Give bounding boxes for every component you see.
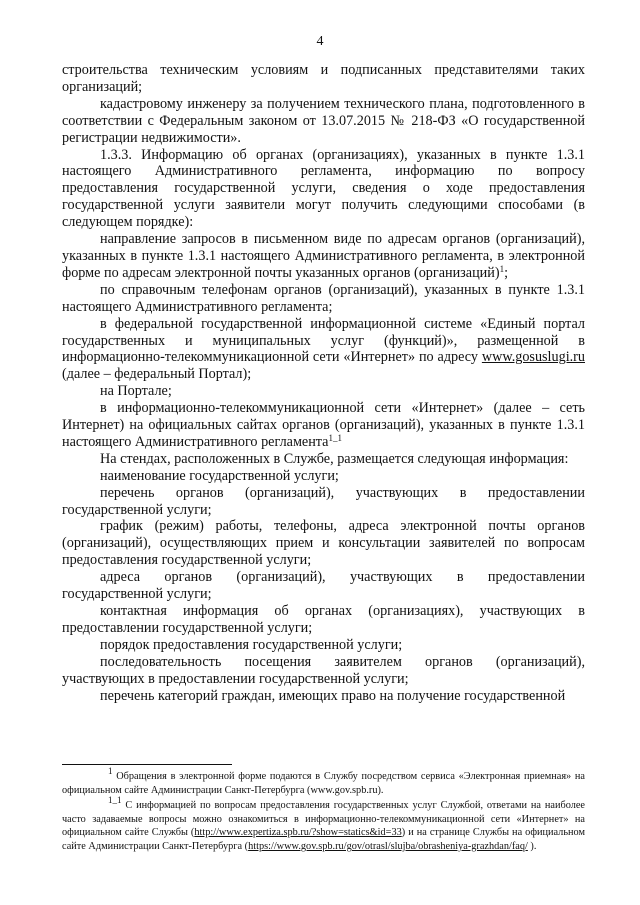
paragraph: порядок предоставления государственной услуги; xyxy=(100,636,403,653)
footnote-text: ) и на странице Службы на официальном сайте Администрации Санкт-Петербурга ( xyxy=(62,827,585,852)
footnote-ref: 1 xyxy=(499,263,505,274)
paragraph xyxy=(62,231,585,282)
paragraph-text: в федеральной государственной информационной системе «Единый портал государственных и муниципальных услуг (функций)», размещенной в информационно-телекоммуникационной сети «Интернет» по адресу xyxy=(62,315,585,366)
expertiza-link[interactable]: http://www.expertiza.spb.ru/?show=statics&id=33 xyxy=(194,827,402,839)
paragraph: график (режим) работы, телефоны, адреса электронной почты органов (организаций), осуществляющих прием и консультации заявителей по вопросам предоставления государственной услуги; xyxy=(62,518,585,569)
gov-spb-faq-link[interactable]: https://www.gov.spb.ru/gov/otrasl/slujba/obrasheniya-grazhdan/faq/ xyxy=(248,840,528,852)
paragraph: перечень органов (организаций), участвующих в предоставлении государственной услуги; xyxy=(62,484,585,518)
paragraph xyxy=(62,316,585,384)
paragraph-text: в информационно-телекоммуникационной сети «Интернет» (далее – сеть Интернет) на официальных сайтах органов (организаций), указанных в пункте 1.3.1 настоящего Административного регламента xyxy=(62,400,585,450)
footnote-text: ). xyxy=(527,840,537,852)
footnote-mark: 1 xyxy=(108,766,113,776)
paragraph-text: направление запросов в письменном виде по адресам органов (организаций), указанных в пункте 1.3.1 настоящего Административного регламента, в электронной форме по адресам электронной почты указанных органов (организаций) xyxy=(62,231,585,281)
footnote-1-1 xyxy=(62,795,585,853)
paragraph: на Портале; xyxy=(100,383,172,400)
paragraph-end: (далее – федеральный Портал); xyxy=(62,366,252,383)
footnote-text: Обращения в электронной форме подаются в Службу посредством сервиса «Электронная приемная» на официальном сайте Администрации Санкт-Петербурга (www.gov.spb.ru). xyxy=(62,771,585,796)
footnote-text: С информацией по вопросам предоставления государственных услуг Службой, ответами на наиболее часто задаваемые вопросы можно ознакомиться в информационно-телекоммуникационной сети «Интернет» на официальном сайте Службы ( xyxy=(62,800,585,839)
paragraph xyxy=(62,400,585,451)
paragraph: 1.3.3. Информацию об органах (организациях), указанных в пункте 1.3.1 настоящего Административного регламента, информацию по вопросу предоставления государственной услуги, сведения о ходе предоставления государственной услуги заявители могут получить следующими способами (в следующем порядке): xyxy=(62,146,585,231)
footnote-mark: 1_1 xyxy=(108,795,122,806)
paragraph: наименование государственной услуги; xyxy=(100,467,339,484)
paragraph: кадастровому инженеру за получением технического плана, подготовленного в соответствии с Федеральным законом от 13.07.2015 № 218-ФЗ «О государственной регистрации недвижимости». xyxy=(62,95,585,146)
paragraph: На стендах, расположенных в Службе, размещается следующая информация: xyxy=(100,450,569,467)
footnote-ref: 1_1 xyxy=(328,432,342,443)
footnote-divider xyxy=(62,764,232,765)
paragraph-end: ; xyxy=(504,264,509,281)
paragraph: последовательность посещения заявителем органов (организаций), участвующих в предоставлении государственной услуги; xyxy=(62,653,585,687)
body-text xyxy=(62,62,585,704)
page-number: 4 xyxy=(316,34,324,49)
footnotes xyxy=(62,766,585,856)
gosuslugi-link[interactable]: www.gosuslugi.ru xyxy=(481,349,585,366)
paragraph: адреса органов (организаций), участвующих в предоставлении государственной услуги; xyxy=(62,569,585,603)
paragraph: по справочным телефонам органов (организаций), указанных в пункте 1.3.1 настоящего Административного регламента; xyxy=(62,281,585,315)
paragraph: строительства техническим условиям и подписанных представителями таких организаций; xyxy=(62,62,585,95)
footnote-1 xyxy=(62,766,585,797)
paragraph: контактная информация об органах (организациях), участвующих в предоставлении государственной услуги; xyxy=(62,603,585,636)
paragraph: перечень категорий граждан, имеющих право на получение государственной xyxy=(100,687,566,704)
